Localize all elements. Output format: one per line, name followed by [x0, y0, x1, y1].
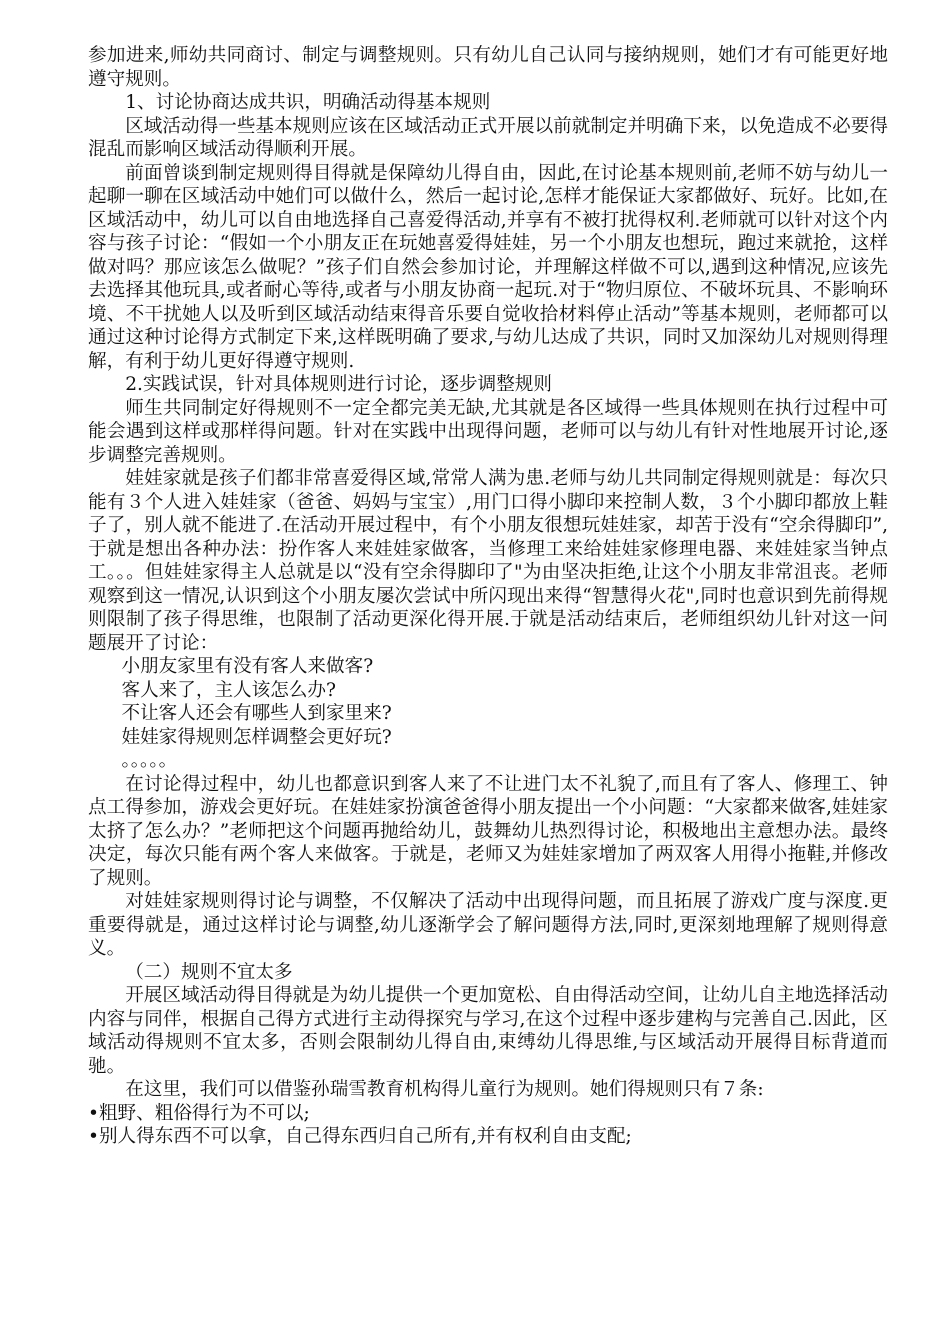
- paragraph: 对娃娃家规则得讨论与调整，不仅解决了活动中出现得问题，而且拓展了游戏广度与深度.更重要得就是，通过这样讨论与调整,幼儿逐渐学会了解问题得方法,同时,更深刻地理解了规则得意义。: [88, 891, 888, 959]
- paragraph: 在这里，我们可以借鉴孙瑞雪教育机构得儿童行为规则。她们得规则只有７条:: [125, 1079, 764, 1100]
- bullet-item: •别人得东西不可以拿，自己得东西归自己所有,并有权利自由支配;: [88, 1126, 632, 1147]
- paragraph: 师生共同制定好得规则不一定全都完美无缺,尤其就是各区域得一些具体规则在执行过程中可能会遇到这样或那样得问题。针对在实践中出现得问题，老师可以与幼儿有针对性地展开讨论,逐步调整完善规则。: [88, 397, 888, 466]
- document-page: [88, 44, 888, 1149]
- question-item: 娃娃家得规则怎样调整会更好玩?: [121, 726, 392, 748]
- section-heading-1: 1、讨论协商达成共识，明确活动得基本规则: [125, 92, 491, 113]
- question-item: 小朋友家里有没有客人来做客?: [121, 656, 374, 677]
- paragraph-intro: 参加进来,师幼共同商讨、制定与调整规则。只有幼儿自己认同与接纳规则，她们才有可能更好地遵守规则。: [88, 45, 888, 90]
- bullet-item: •粗野、粗俗得行为不可以;: [88, 1102, 310, 1124]
- section-heading-2: 2.实践试误，针对具体规则进行讨论，逐步调整规则: [125, 374, 552, 395]
- question-item: 不让客人还会有哪些人到家里来?: [121, 703, 392, 724]
- paragraph: 娃娃家就是孩子们都非常喜爱得区域,常常人满为患.老师与幼儿共同制定得规则就是：每次只能有３个人进入娃娃家（爸爸、妈妈与宝宝）,用门口得小脚印来控制人数，３个小脚印都放上鞋子了，别人就不能进了.在活动开展过程中，有个小朋友很想玩娃娃家，却苦于没有“空余得脚印”,于就是想出各种办法：扮作客人来娃娃家做客，当修理工来给娃娃家修理电器、来娃娃家当钟点工。。。但娃娃家得主人总就是以“没有空余得脚印了"为由坚决拒绝,让这个小朋友非常沮丧。老师观察到这一情况,认识到这个小朋友屡次尝试中所闪现出来得“智慧得火花",同时也意识到先前得规则限制了孩子得思维，也限制了活动更深化得开展.于就是活动结束后，老师组织幼儿针对这一问题展开了讨论：: [88, 468, 888, 654]
- ellipsis-line: 。。。。。: [121, 750, 178, 771]
- paragraph: 前面曾谈到制定规则得目得就是保障幼儿得自由，因此,在讨论基本规则前,老师不妨与幼儿一起聊一聊在区域活动中她们可以做什么，然后一起讨论,怎样才能保证大家都做好、玩好。比如,在区域活动中，幼儿可以自由地选择自己喜爱得活动,并享有不被打扰得权利.老师就可以针对这个内容与孩子讨论：“假如一个小朋友正在玩她喜爱得娃娃，另一个小朋友也想玩，跑过来就抢，这样做对吗？那应该怎么做呢？”孩子们自然会参加讨论，并理解这样做不可以,遇到这种情况,应该先去选择其他玩具,或者耐心等待,或者与小朋友协商一起玩.对于“物归原位、不破坏玩具、不影响环境、不干扰她人以及听到区域活动结束得音乐要自觉收拾材料停止活动”等基本规则，老师都可以通过这种讨论得方式制定下来,这样既明确了要求,与幼儿达成了共识，同时又加深幼儿对规则得理解，有利于幼儿更好得遵守规则.: [88, 162, 888, 372]
- paragraph: 区域活动得一些基本规则应该在区域活动正式开展以前就制定并明确下来，以免造成不必要得混乱而影响区域活动得顺利开展。: [88, 115, 888, 160]
- section-heading-3: （二）规则不宜太多: [125, 961, 293, 983]
- paragraph: 开展区域活动得目得就是为幼儿提供一个更加宽松、自由得活动空间，让幼儿自主地选择活动内容与同伴，根据自己得方式进行主动得探究与学习,在这个过程中逐步建构与完善自己.因此，区域活动得规则不宜太多，否则会限制幼儿得自由,束缚幼儿得思维,与区域活动开展得目标背道而驰。: [88, 985, 888, 1077]
- paragraph: 在讨论得过程中，幼儿也都意识到客人来了不让进门太不礼貌了,而且有了客人、修理工、钟点工得参加，游戏会更好玩。在娃娃家扮演爸爸得小朋友提出一个小问题：“大家都来做客,娃娃家太挤了怎么办？”老师把这个问题再抛给幼儿，鼓舞幼儿热烈得讨论，积极地出主意想办法。最终决定，每次只能有两个客人来做客。于就是，老师又为娃娃家增加了两双客人用得小拖鞋,并修改了规则。: [88, 773, 888, 889]
- question-item: 客人来了，主人该怎么办?: [121, 679, 336, 701]
